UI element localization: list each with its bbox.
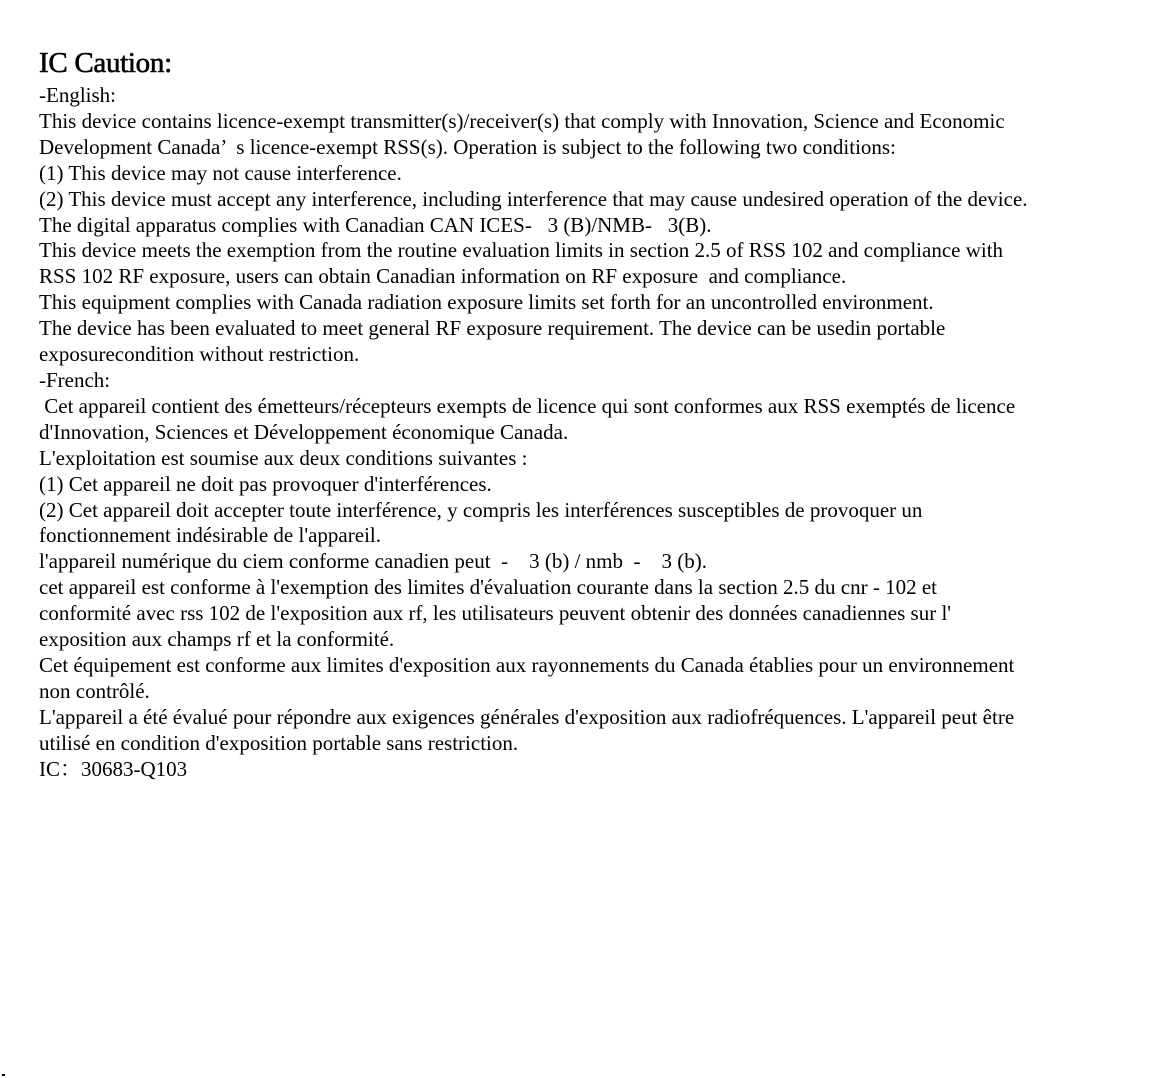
english-licence-exempt-line-1: This device contains licence-exempt transmitter(s)/receiver(s) that comply with Innovation, Science and Economic — [39, 108, 1005, 133]
ic-caution-document — [39, 44, 1149, 782]
french-nmb-statement: l'appareil numérique du ciem conforme canadien peut - 3 (b) / nmb - 3 (b). — [39, 549, 707, 574]
french-rss102-line-3: exposition aux champs rf et la conformité. — [39, 627, 395, 652]
french-uncontrolled-environment-line-1: Cet équipement est conforme aux limites d'exposition aux rayonnements du Canada établies pour un environnement — [39, 652, 1015, 677]
french-condition-1: (1) Cet appareil ne doit pas provoquer d'interférences. — [39, 471, 492, 496]
english-section-label: -English: — [39, 83, 116, 107]
french-licence-exempt-line-2: d'Innovation, Sciences et Développement économique Canada. — [39, 419, 569, 444]
english-rf-evaluation-line-1: The device has been evaluated to meet general RF exposure requirement. The device can be usedin portable — [39, 316, 946, 341]
document-title: IC Caution: — [39, 47, 172, 79]
english-ices-statement: The digital apparatus complies with Canadian CAN ICES- 3 (B)/NMB- 3(B). — [39, 212, 712, 237]
french-rss102-line-2: conformité avec rss 102 de l'exposition aux rf, les utilisateurs peuvent obtenir des données canadiennes sur l' — [39, 601, 952, 626]
french-rf-evaluation-line-2: utilisé en condition d'exposition portable sans restriction. — [39, 730, 519, 755]
french-uncontrolled-environment-line-2: non contrôlé. — [39, 678, 150, 703]
french-section-label: -French: — [39, 367, 111, 392]
french-rss102-line-1: cet appareil est conforme à l'exemption des limites d'évaluation courante dans la section 2.5 du cnr - 102 et — [39, 575, 938, 600]
english-licence-exempt-line-2: Development Canada’ s licence-exempt RSS(s). Operation is subject to the following two conditions: — [39, 134, 896, 159]
french-condition-2-line-1: (2) Cet appareil doit accepter toute interférence, y compris les interférences susceptibles de provoquer un — [39, 497, 923, 522]
french-licence-exempt-line-1: Cet appareil contient des émetteurs/récepteurs exempts de licence qui sont conformes aux RSS exemptés de licence — [39, 393, 1016, 418]
english-rss102-line-1: This device meets the exemption from the routine evaluation limits in section 2.5 of RSS 102 and compliance with — [39, 238, 1004, 263]
english-rss102-line-2: RSS 102 RF exposure, users can obtain Canadian information on RF exposure and compliance. — [39, 264, 847, 289]
english-condition-1: (1) This device may not cause interference. — [39, 160, 402, 185]
corner-dot-mark — [2, 1074, 5, 1076]
ic-identifier: IC：30683-Q103 — [39, 756, 188, 781]
french-operation-conditions: L'exploitation est soumise aux deux conditions suivantes : — [39, 445, 528, 470]
french-rf-evaluation-line-1: L'appareil a été évalué pour répondre aux exigences générales d'exposition aux radiofréquences. L'appareil peut être — [39, 704, 1015, 729]
english-condition-2: (2) This device must accept any interference, including interference that may cause undesired operation of the device. — [39, 186, 1028, 211]
english-rf-evaluation-line-2: exposurecondition without restriction. — [39, 342, 360, 367]
english-uncontrolled-environment: This equipment complies with Canada radiation exposure limits set forth for an uncontrolled environment. — [39, 290, 934, 315]
french-condition-2-line-2: fonctionnement indésirable de l'appareil. — [39, 523, 381, 548]
